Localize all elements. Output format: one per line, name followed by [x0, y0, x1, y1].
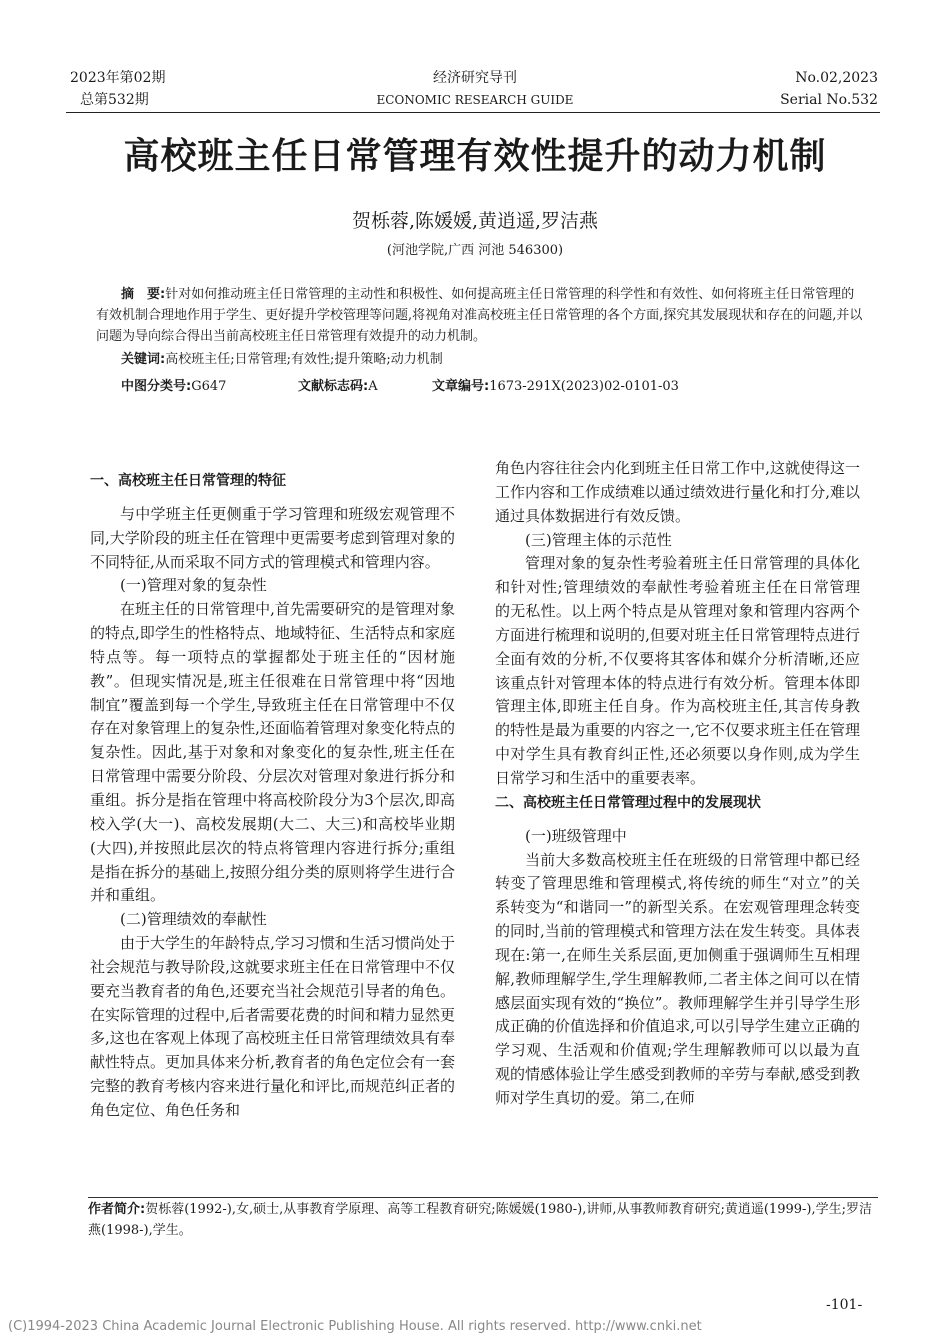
body-paragraph: 在班主任的日常管理中,首先需要研究的是管理对象的特点,即学生的性格特点、地域特征、生活特点和家庭特点等。每一项特点的掌握都处于班主任的“因材施教”。但现实情况是,班主任很难在日常管理中将“因地制宜”覆盖到每一个学生,导致班主任在日常管理中不仅存在对象管理上的复杂性,还面临着管理对象变化特点的复杂性。因此,基于对象和对象变化的复杂性,班主任在日常管理中需要分阶段、分层次对管理对象进行拆分和重组。拆分是指在管理中将高校阶段分为3个层次,即高校入学(大一)、高校发展期(大二、大三)和高校毕业期(大四),并按照此层次的特点将管理内容进行拆分;重组是指在拆分的基础上,按照分组分类的原则将学生进行合并和重组。 — [90, 600, 455, 905]
clc-label: 中图分类号: — [121, 379, 192, 394]
journal-name: 经济研究导刊 — [433, 70, 517, 86]
article-title: 高校班主任日常管理有效性提升的动力机制 — [123, 136, 827, 177]
document-code — [298, 375, 378, 394]
footnote-rule — [88, 1197, 878, 1198]
header-rule — [66, 112, 880, 113]
art-label: 文章编号: — [432, 379, 490, 394]
affiliation: (河池学院,广西 河池 546300) — [386, 243, 564, 258]
header-serial-total: 总第532期 — [80, 92, 149, 108]
footnote-text: 贺栎蓉(1992-),女,硕士,从事教育学原理、高等工程教育研究;陈媛媛(1980-),讲师,从事教师教育研究;黄逍遥(1999-),学生;罗洁燕(1998-),学生。 — [88, 1202, 872, 1238]
copyright-line: (C)1994-2023 China Academic Journal Electronic Publishing House. All rights reserved. http://www.cnki.net — [8, 1319, 702, 1334]
subsection-heading: (三)管理主体的示范性 — [525, 530, 672, 549]
header-issue: 2023年第02期 — [70, 70, 166, 86]
clc-value: G647 — [191, 379, 227, 394]
doc-value: A — [368, 379, 378, 394]
author-footnote — [88, 1199, 878, 1241]
body-paragraph: 与中学班主任更侧重于学习管理和班级宏观管理不同,大学阶段的班主任在管理中更需要考虑到管理对象的不同特征,从而采取不同方式的管理模式和管理内容。 — [90, 504, 455, 571]
left-column — [90, 469, 455, 1123]
keywords-label: 关键词: — [121, 352, 166, 367]
body-paragraph: 当前大多数高校班主任在班级的日常管理中都已经转变了管理思维和管理模式,将传统的师生“对立”的关系转变为“和谐同一”的新型关系。在宏观管理理念转变的同时,当前的管理模式和管理方法在发生转变。具体表现在:第一,在师生关系层面,更加侧重于强调师生互相理解,教师理解学生,学生理解教师,二者主体之间可以在情感层面实现有效的“换位”。教师理解学生并引导学生形成正确的价值选择和价值追求,可以引导学生建立正确的学习观、生活观和价值观;学生理解教师可以以最为直观的情感体验让学生感受到教师的辛劳与奉献,感受到教师对学生真切的爱。第二,在师 — [495, 850, 860, 1107]
keywords — [121, 349, 861, 370]
doc-label: 文献标志码: — [298, 379, 369, 394]
body-paragraph-continued: 角色内容往往会内化到班主任日常工作中,这就使得这一工作内容和工作成绩难以通过绩效进行量化和打分,难以通过具体数据进行有效反馈。 — [495, 459, 860, 525]
body-paragraph: 由于大学生的年龄特点,学习习惯和生活习惯尚处于社会规范与教导阶段,这就要求班主任在日常管理中不仅要充当教育者的角色,还要充当社会规范引导者的角色。在实际管理的过程中,后者需要花费的时间和精力显然更多,这也在客观上体现了高校班主任日常管理绩效具有奉献性特点。更加具体来分析,教育者的角色定位会有一套完整的教育考核内容来进行量化和评比,而规范纠正者的角色定位、角色任务和 — [90, 934, 455, 1119]
header-serial: Serial No.532 — [780, 92, 878, 108]
section-heading: 二、高校班主任日常管理过程中的发展现状 — [495, 794, 761, 811]
abstract-text: 针对如何推动班主任日常管理的主动性和积极性、如何提高班主任日常管理的科学性和有效性、如何将班主任日常管理的有效机制合理地作用于学生、更好提升学校管理等问题,将视角对准高校班主任日常管理的各个方面,探究其发展现状和存在的问题,并以问题为导向综合得出当前高校班主任日常管理有效提升的动力机制。 — [96, 287, 863, 344]
page-number: -101- — [826, 1297, 863, 1313]
right-column — [495, 457, 860, 1111]
abstract-label: 摘 要: — [121, 287, 166, 302]
header-number: No.02,2023 — [795, 70, 878, 86]
keywords-text: 高校班主任;日常管理;有效性;提升策略;动力机制 — [165, 352, 443, 367]
subsection-heading: (一)管理对象的复杂性 — [120, 576, 267, 595]
art-value: 1673-291X(2023)02-0101-03 — [489, 379, 679, 394]
journal-name-en: ECONOMIC RESEARCH GUIDE — [376, 93, 574, 107]
body-paragraph: 管理对象的复杂性考验着班主任日常管理的具体化和针对性;管理绩效的奉献性考验着班主任在日常管理的无私性。以上两个特点是从管理对象和管理内容两个方面进行梳理和说明的,但要对班主任日常管理特点进行全面有效的分析,不仅要将其客体和媒介分析清晰,还应该重点针对管理本体的特点进行有效分析。管理本体即管理主体,即班主任自身。作为高校班主任,其言传身教的特性是最为重要的内容之一,它不仅要求班主任在管理中对学生具有教育纠正性,还必须要以身作则,成为学生日常学习和生活中的重要表率。 — [495, 554, 860, 787]
subsection-heading: (一)班级管理中 — [525, 826, 627, 845]
clc-number — [121, 375, 226, 394]
abstract — [96, 284, 866, 347]
authors: 贺栎蓉,陈媛媛,黄逍遥,罗洁燕 — [351, 210, 599, 232]
subsection-heading: (二)管理绩效的奉献性 — [120, 910, 267, 929]
section-heading: 一、高校班主任日常管理的特征 — [90, 473, 286, 489]
footnote-label: 作者简介: — [88, 1202, 146, 1217]
article-number — [432, 375, 679, 394]
